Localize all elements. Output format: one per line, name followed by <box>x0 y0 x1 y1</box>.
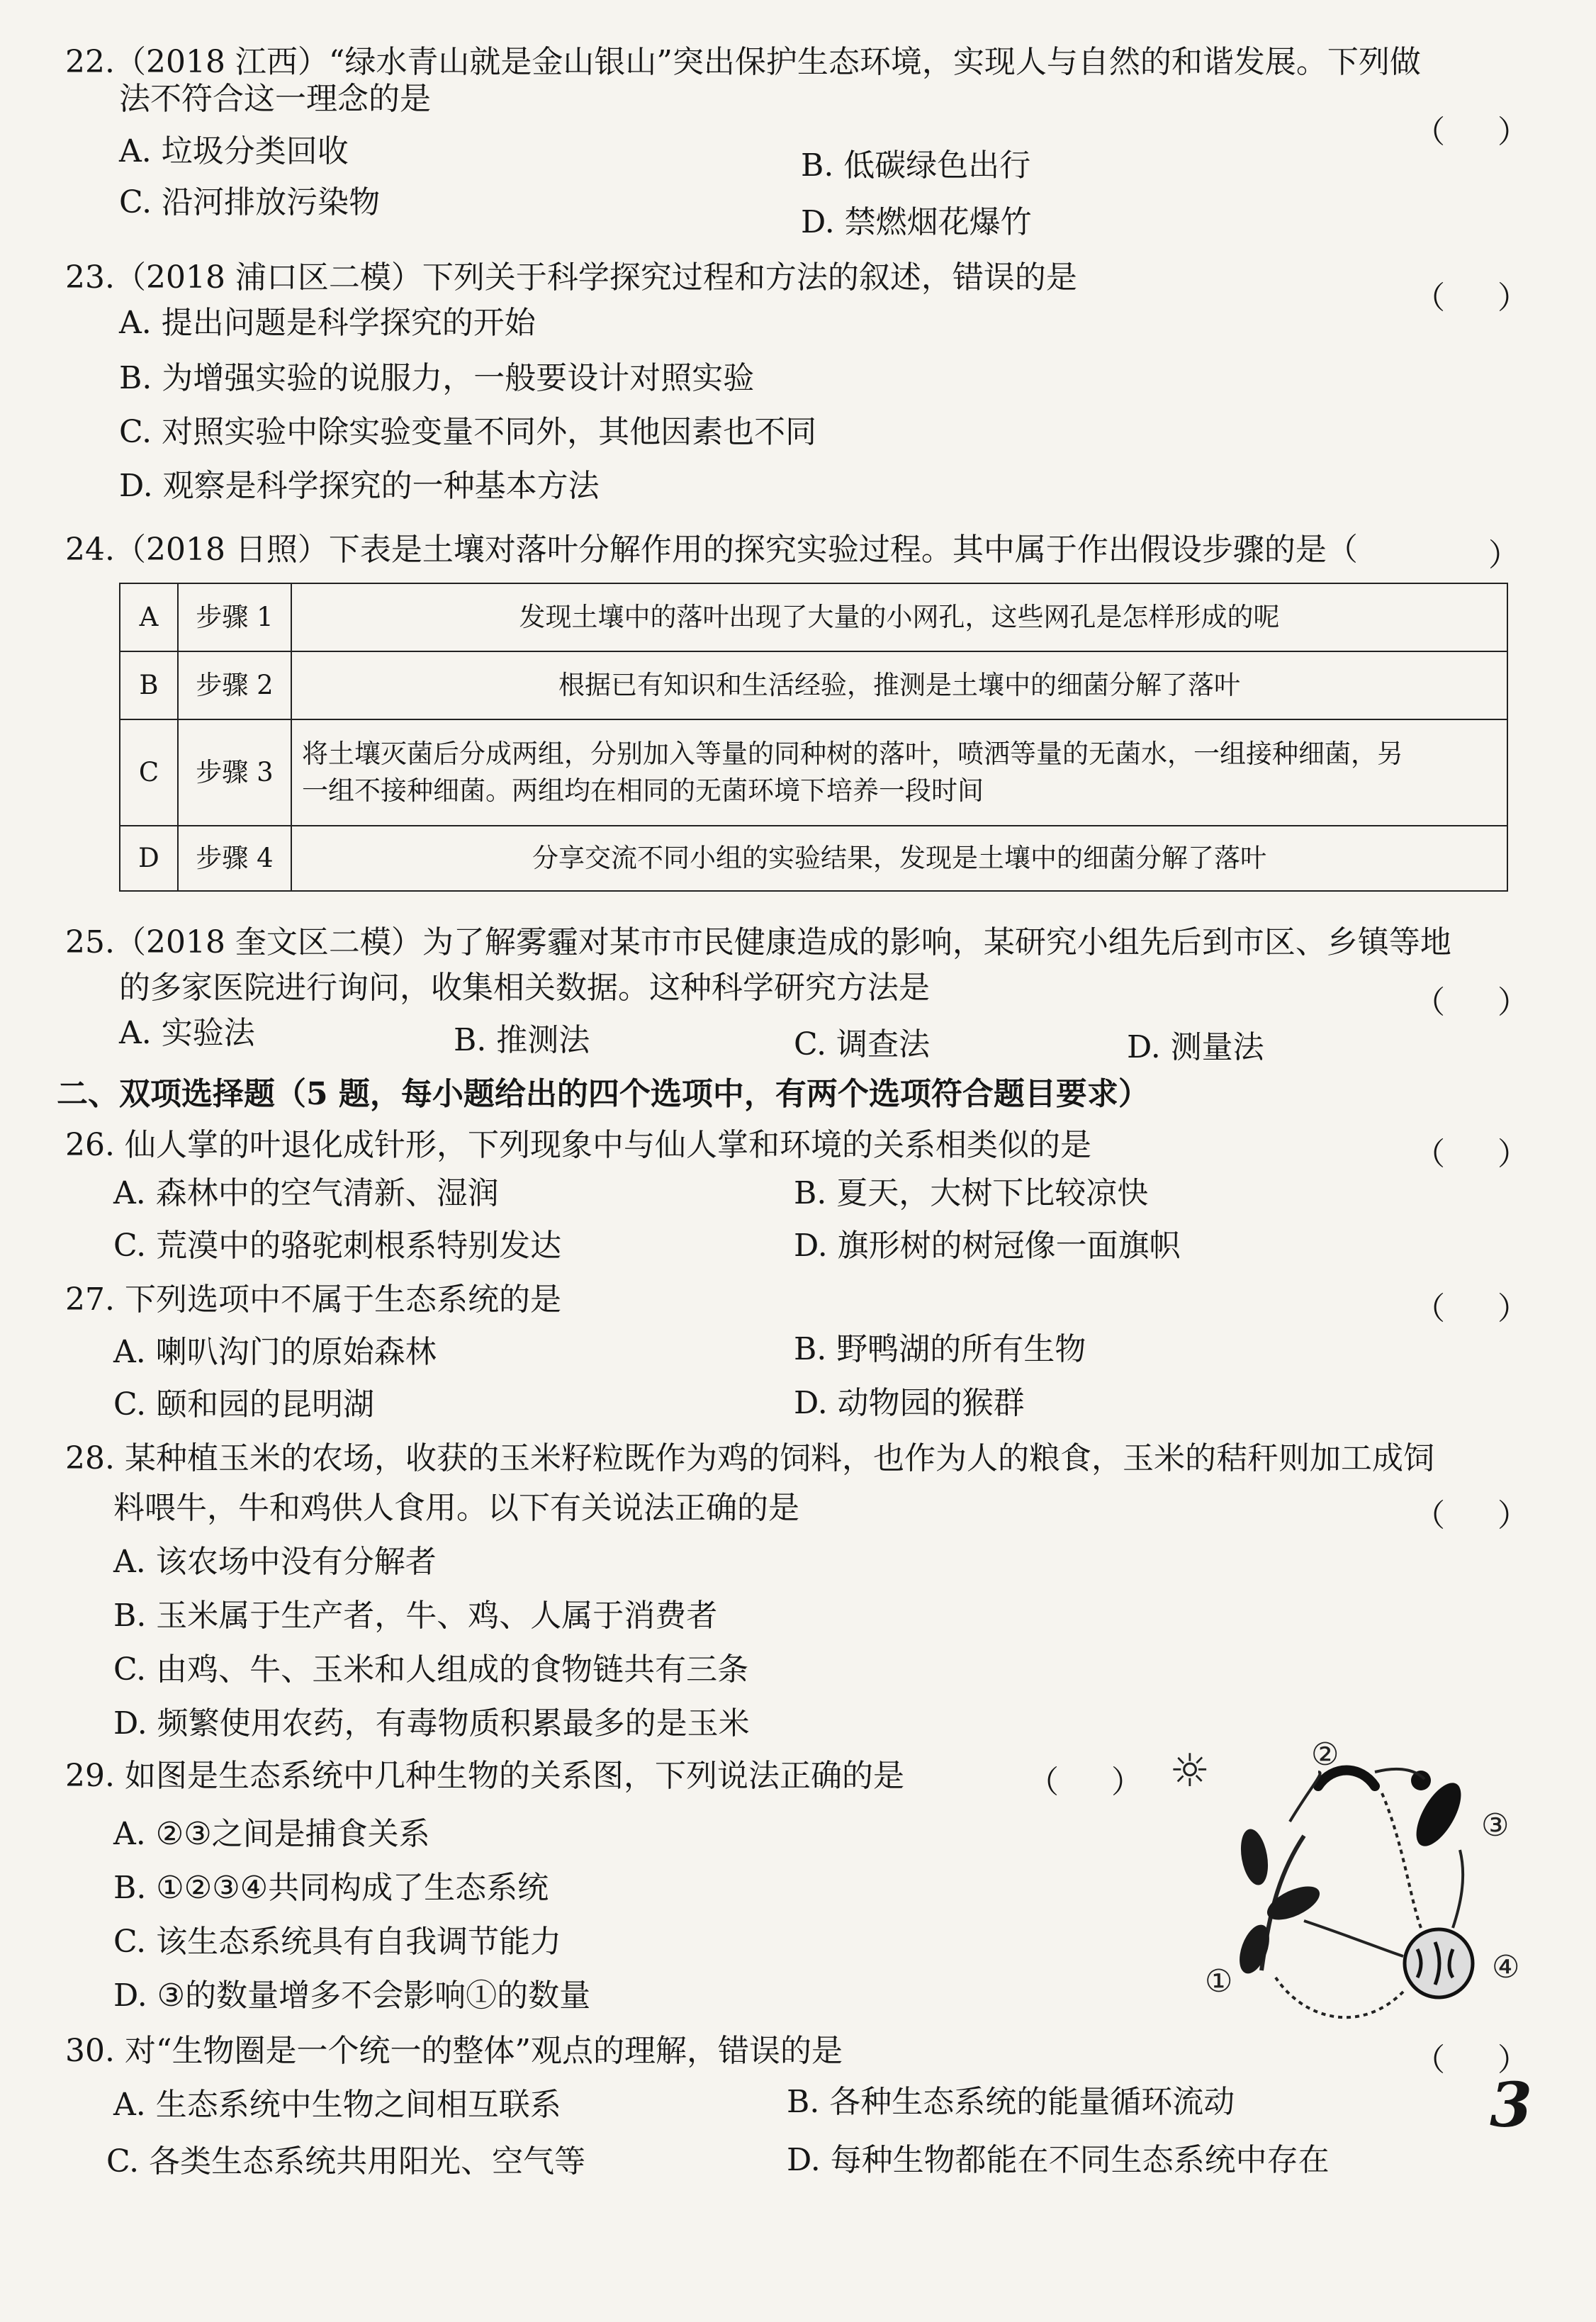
table-cell-description: 分享交流不同小组的实验结果，发现是土壤中的细菌分解了落叶 <box>291 826 1507 891</box>
q27-option-b: B. 野鸭湖的所有生物 <box>794 1331 1086 1367</box>
table-row <box>120 651 1507 719</box>
q27-option-a: A. 喇叭沟门的原始森林 <box>113 1334 437 1370</box>
q23-option-b: B. 为增强实验的说服力，一般要设计对照实验 <box>119 360 755 396</box>
q27-stem: 27. 下列选项中不属于生态系统的是 <box>65 1281 561 1318</box>
table-cell-step: 步骤 4 <box>178 826 291 891</box>
node-4-label: ④ <box>1492 1949 1520 1985</box>
node-1-label: ① <box>1205 1963 1233 2000</box>
q24-stem: 24.（2018 日照）下表是土壤对落叶分解作用的探究实验过程。其中属于作出假设步骤的是（ <box>65 532 1358 568</box>
page-number: 3 <box>1490 2070 1532 2141</box>
q29-option-a: A. ②③之间是捕食关系 <box>113 1816 430 1852</box>
q25-option-b: B. 推测法 <box>454 1022 590 1058</box>
q25-option-a: A. 实验法 <box>119 1015 255 1051</box>
q22-stem-line2: 法不符合这一理念的是 <box>119 81 431 117</box>
q29-stem: 29. 如图是生态系统中几种生物的关系图，下列说法正确的是 <box>65 1758 904 1794</box>
table-cell-option: B <box>120 651 178 719</box>
q24-experiment-table <box>119 583 1508 892</box>
table-cell-description: 发现土壤中的落叶出现了大量的小网孔，这些网孔是怎样形成的呢 <box>291 583 1507 651</box>
q22-option-c: C. 沿河排放污染物 <box>119 184 381 220</box>
q26-option-c: C. 荒漠中的骆驼刺根系特别发达 <box>113 1228 562 1264</box>
q28-option-c: C. 由鸡、牛、玉米和人组成的食物链共有三条 <box>113 1651 749 1688</box>
q29-option-d: D. ③的数量增多不会影响①的数量 <box>113 1978 591 2014</box>
table-cell-description: 根据已有知识和生活经验，推测是土壤中的细菌分解了落叶 <box>291 651 1507 719</box>
section-2-heading: 二、双项选择题（5 题，每小题给出的四个选项中，有两个选项符合题目要求） <box>57 1076 1150 1112</box>
q30-option-d: D. 每种生物都能在不同生态系统中存在 <box>787 2142 1330 2178</box>
q25-answer-paren: （ ） <box>1414 985 1550 1021</box>
q25-stem-line2: 的多家医院进行询问，收集相关数据。这种科学研究方法是 <box>119 970 930 1006</box>
q26-option-d: D. 旗形树的树冠像一面旗帜 <box>794 1228 1181 1264</box>
q30-option-a: A. 生态系统中生物之间相互联系 <box>113 2087 561 2123</box>
q25-stem-line1: 25.（2018 奎文区二模）为了解雾霾对某市市民健康造成的影响，某研究小组先后到市区、乡镇等地 <box>65 924 1451 960</box>
table-cell-description <box>291 719 1507 826</box>
q24-answer-paren-close: ） <box>1488 537 1519 573</box>
sun-icon: ☼ <box>1169 1745 1210 1797</box>
q29-answer-paren: （ ） <box>1028 1764 1164 1800</box>
q23-answer-paren: （ ） <box>1414 280 1550 316</box>
q22-answer-paren: （ ） <box>1414 114 1550 150</box>
q27-answer-paren: （ ） <box>1414 1291 1550 1327</box>
q28-stem-line1: 28. 某种植玉米的农场，收获的玉米籽粒既作为鸡的饲料，也作为人的粮食，玉米的秸秆则加工成饲 <box>65 1440 1434 1476</box>
plant-icon <box>1234 1827 1325 1978</box>
q30-option-b: B. 各种生态系统的能量循环流动 <box>787 2084 1235 2120</box>
table-cell-step: 步骤 3 <box>178 719 291 826</box>
table-row <box>120 719 1507 826</box>
q26-option-a: A. 森林中的空气清新、湿润 <box>113 1175 499 1211</box>
q28-stem-line2: 料喂牛，牛和鸡供人食用。以下有关说法正确的是 <box>113 1490 799 1526</box>
q23-option-d: D. 观察是科学探究的一种基本方法 <box>119 468 600 504</box>
node-2-label: ② <box>1311 1737 1339 1773</box>
q25-option-d: D. 测量法 <box>1127 1029 1264 1065</box>
q28-answer-paren: （ ） <box>1414 1498 1550 1534</box>
q26-stem: 26. 仙人掌的叶退化成针形，下列现象中与仙人掌和环境的关系相类似的是 <box>65 1127 1091 1163</box>
q27-option-c: C. 颐和园的昆明湖 <box>113 1386 375 1423</box>
q29-option-c: C. 该生态系统具有自我调节能力 <box>113 1924 562 1960</box>
q28-option-d: D. 频繁使用农药，有毒物质积累最多的是玉米 <box>113 1705 750 1742</box>
q25-option-c: C. 调查法 <box>794 1026 931 1062</box>
table-cell-description-line1: 将土壤灭菌后分成两组，分别加入等量的同种树的落叶，喷洒等量的无菌水，一组接种细菌，另 <box>302 739 1403 769</box>
table-cell-option: A <box>120 583 178 651</box>
decomposer-icon <box>1405 1929 1473 1997</box>
node-3-label: ③ <box>1481 1807 1510 1844</box>
q23-stem: 23.（2018 浦口区二模）下列关于科学探究过程和方法的叙述，错误的是 <box>65 259 1077 296</box>
q22-option-b: B. 低碳绿色出行 <box>801 147 1031 184</box>
q28-option-a: A. 该农场中没有分解者 <box>113 1544 437 1580</box>
q26-answer-paren: （ ） <box>1414 1136 1550 1172</box>
table-cell-option: C <box>120 719 178 826</box>
table-cell-description-line2: 一组不接种细菌。两组均在相同的无菌环境下培养一段时间 <box>302 775 984 806</box>
table-cell-step: 步骤 1 <box>178 583 291 651</box>
q30-answer-paren: （ ） <box>1414 2042 1550 2078</box>
q26-option-b: B. 夏天，大树下比较凉快 <box>794 1175 1149 1211</box>
table-row <box>120 826 1507 891</box>
q27-option-d: D. 动物园的猴群 <box>794 1385 1025 1421</box>
table-row <box>120 583 1507 651</box>
table-cell-step: 步骤 2 <box>178 651 291 719</box>
table-cell-option: D <box>120 826 178 891</box>
q30-option-c: C. 各类生态系统共用阳光、空气等 <box>106 2143 586 2180</box>
q22-stem-line1: 22.（2018 江西）“绿水青山就是金山银山”突出保护生态环境，实现人与自然的和谐发展。下列做 <box>65 44 1421 80</box>
q23-option-a: A. 提出问题是科学探究的开始 <box>119 305 536 341</box>
q30-stem: 30. 对“生物圈是一个统一的整体”观点的理解，错误的是 <box>65 2033 843 2069</box>
q29-option-b: B. ①②③④共同构成了生态系统 <box>113 1870 549 1906</box>
q28-option-b: B. 玉米属于生产者，牛、鸡、人属于消费者 <box>113 1598 718 1634</box>
q22-option-a: A. 垃圾分类回收 <box>119 133 349 169</box>
q22-option-d: D. 禁燃烟花爆竹 <box>801 204 1032 240</box>
bird-icon <box>1407 1771 1470 1853</box>
q23-option-c: C. 对照实验中除实验变量不同外，其他因素也不同 <box>119 414 817 450</box>
ecosystem-relationship-diagram <box>1148 1737 1545 2063</box>
